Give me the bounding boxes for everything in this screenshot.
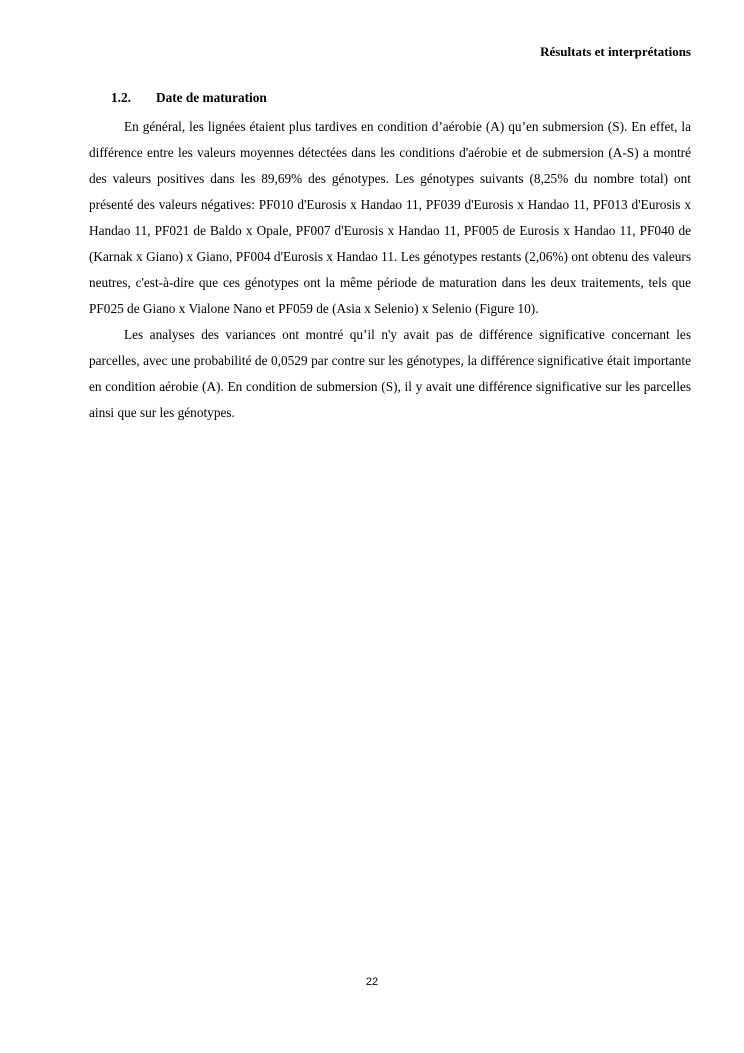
section-title: Date de maturation — [156, 90, 267, 105]
section-number: 1.2. — [111, 90, 131, 105]
body-paragraph-1: En général, les lignées étaient plus tardives en condition d’aérobie (A) qu’en submersion (S). En effet, la différence entre les valeurs moyennes détectées dans les conditions d'aérobie et de submersion (A-S) a montré des valeurs positives dans les 89,69% des génotypes. Les génotypes suivants (8,25% du nombre total) ont présenté des valeurs négatives: PF010 d'Eurosis x Handao 11, PF039 d'Eurosis x Handao 11, PF013 d'Eurosis x Handao 11, PF021 de Baldo x Opale, PF007 d'Eurosis x Handao 11, PF005 de Eurosis x Handao 11, PF040 de (Karnak x Giano) x Giano, PF004 d'Eurosis x Handao 11. Les génotypes restants (2,06%) ont obtenu des valeurs neutres, c'est-à-dire que ces génotypes ont la même période de maturation dans les deux traitements, tels que PF025 de Giano x Vialone Nano et PF059 de (Asia x Selenio) x Selenio (Figure 10). — [89, 119, 691, 316]
page-content — [89, 88, 691, 426]
section-heading — [111, 88, 691, 108]
body-paragraph-2: Les analyses des variances ont montré qu’il n'y avait pas de différence significative concernant les parcelles, avec une probabilité de 0,0529 par contre sur les génotypes, la différence significative était importante en condition aérobie (A). En condition de submersion (S), il y avait une différence significative sur les parcelles ainsi que sur les génotypes. — [89, 327, 691, 420]
running-header: Résultats et interprétations — [540, 44, 691, 59]
page-number: 22 — [365, 976, 379, 988]
